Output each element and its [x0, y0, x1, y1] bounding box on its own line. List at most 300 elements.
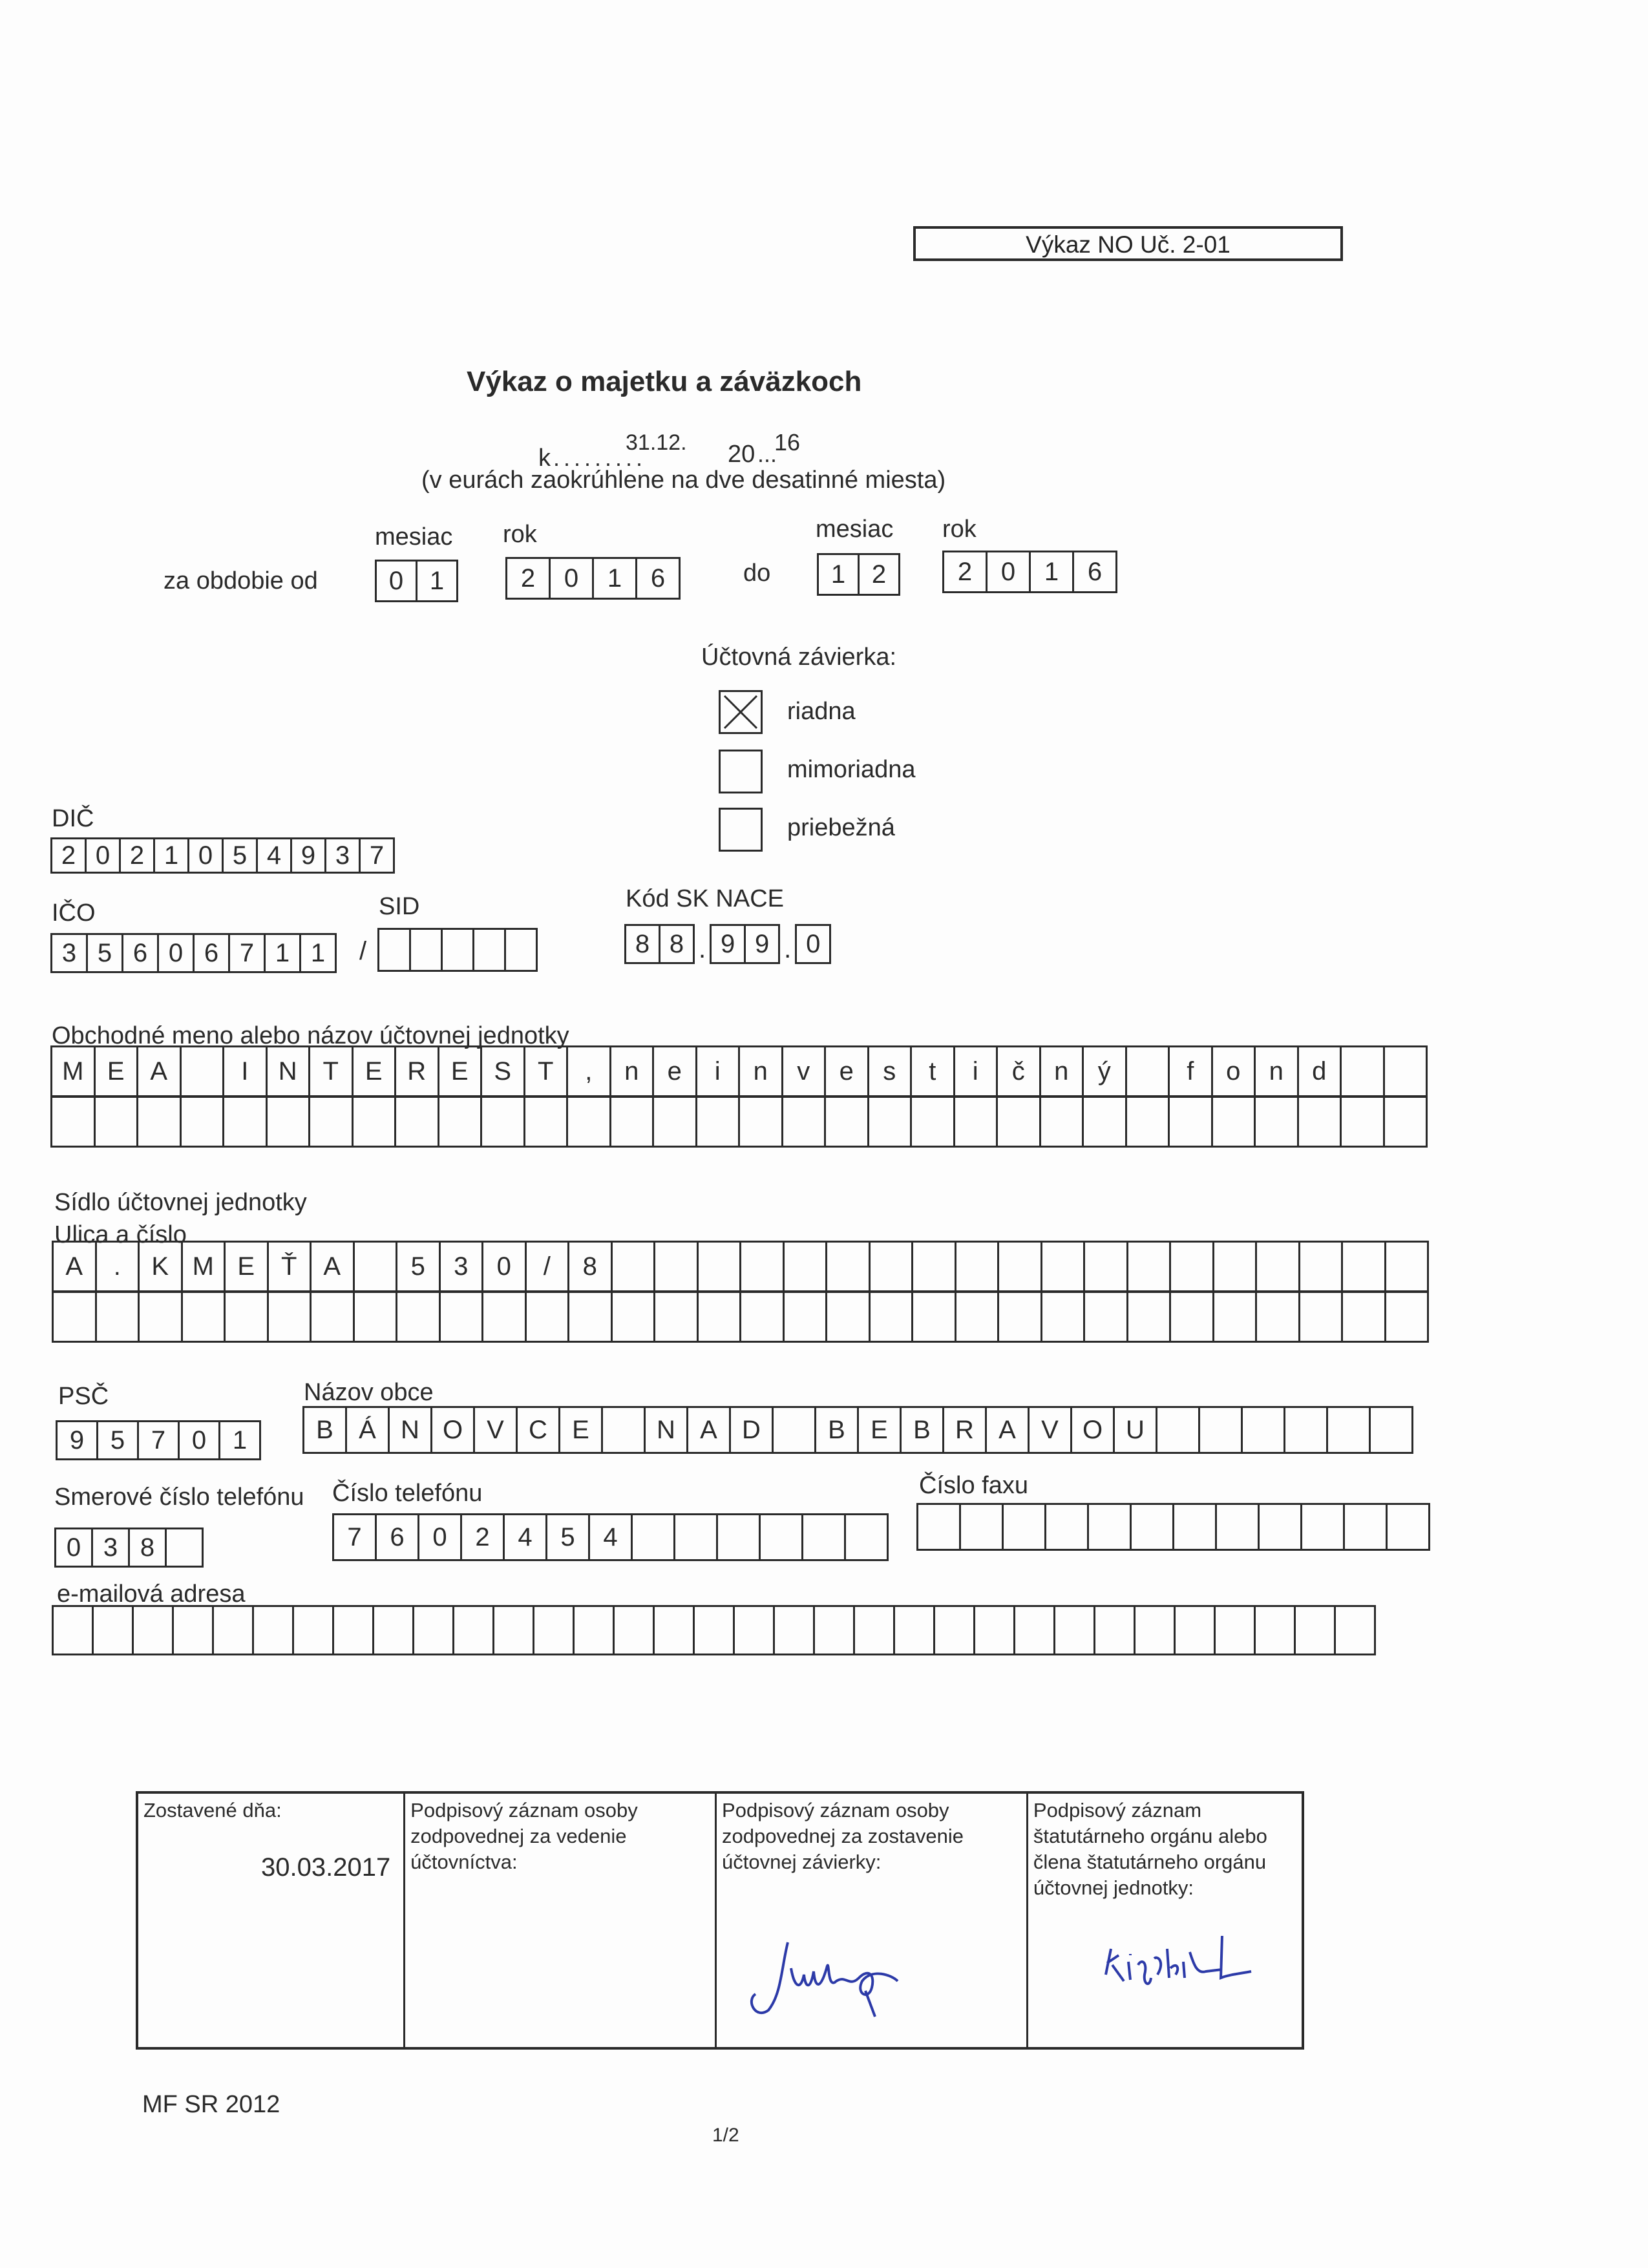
seat-row-2[interactable] [52, 1291, 1429, 1343]
nace-label: Kód SK NACE [626, 885, 784, 912]
phone-digit[interactable] [844, 1513, 889, 1561]
name-char-cell[interactable] [523, 1096, 569, 1148]
dic-digit[interactable]: 7 [359, 837, 395, 874]
fax-digit[interactable] [1386, 1503, 1430, 1551]
dic-field[interactable] [50, 837, 395, 874]
name-char-cell[interactable]: I [222, 1045, 268, 1097]
street-char-cell[interactable] [697, 1291, 742, 1343]
name-char-cell[interactable] [1254, 1096, 1299, 1148]
email-char-cell[interactable] [733, 1605, 775, 1655]
town-field[interactable] [302, 1406, 1413, 1454]
email-char-cell[interactable] [172, 1605, 214, 1655]
name-char-cell[interactable] [566, 1096, 611, 1148]
email-char-cell[interactable] [452, 1605, 494, 1655]
name-char-cell[interactable]: s [867, 1045, 913, 1097]
town-char-cell[interactable]: N [644, 1406, 688, 1454]
name-char-cell[interactable] [180, 1096, 225, 1148]
street-char-cell[interactable] [825, 1291, 871, 1343]
compiled-cell [138, 1794, 403, 2047]
street-char-cell[interactable] [739, 1241, 785, 1292]
psc-digit[interactable]: 9 [56, 1420, 98, 1460]
name-char-cell[interactable] [1125, 1045, 1170, 1097]
town-char-cell[interactable]: E [558, 1406, 603, 1454]
name-char-cell[interactable] [94, 1096, 139, 1148]
email-char-cell[interactable] [1053, 1605, 1095, 1655]
to-label: do [743, 560, 771, 587]
town-char-cell[interactable]: B [814, 1406, 859, 1454]
ico-label: IČO [52, 899, 96, 927]
email-char-cell[interactable] [933, 1605, 975, 1655]
name-char-cell[interactable] [609, 1096, 655, 1148]
phone-digit[interactable] [631, 1513, 675, 1561]
name-char-cell[interactable]: f [1168, 1045, 1213, 1097]
closing-priebezna-checkbox[interactable] [719, 808, 763, 852]
town-char-cell[interactable]: A [985, 1406, 1030, 1454]
street-char-cell[interactable] [1298, 1291, 1344, 1343]
ico-digit[interactable]: 7 [228, 933, 266, 973]
name-char-cell[interactable]: v [781, 1045, 827, 1097]
from-year-digit[interactable]: 6 [635, 557, 681, 600]
to-month-label: mesiac [816, 516, 894, 543]
name-char-cell[interactable] [480, 1096, 525, 1148]
name-char-cell[interactable] [308, 1096, 354, 1148]
phone-digit[interactable]: 0 [417, 1513, 462, 1561]
dic-digit[interactable]: 4 [256, 837, 292, 874]
phone-prefix-field[interactable] [54, 1528, 204, 1568]
street-char-cell[interactable] [1126, 1241, 1172, 1292]
street-char-cell[interactable] [997, 1291, 1042, 1343]
phone-prefix-digit[interactable]: 0 [54, 1528, 93, 1568]
email-char-cell[interactable] [292, 1605, 334, 1655]
street-char-cell[interactable] [267, 1291, 312, 1343]
fax-digit[interactable] [1044, 1503, 1089, 1551]
name-char-cell[interactable]: E [352, 1045, 397, 1097]
dic-digit[interactable]: 5 [222, 837, 258, 874]
street-char-cell[interactable]: A [52, 1241, 97, 1292]
email-char-cell[interactable] [1294, 1605, 1336, 1655]
to-month-digit[interactable]: 2 [858, 553, 900, 596]
name-char-cell[interactable] [695, 1096, 741, 1148]
town-char-cell[interactable]: O [430, 1406, 475, 1454]
ico-sid-slash: / [359, 937, 367, 965]
to-year-field[interactable] [942, 551, 1117, 593]
nace-digit[interactable]: 8 [624, 924, 660, 964]
street-char-cell[interactable] [1384, 1291, 1430, 1343]
town-char-cell[interactable]: U [1113, 1406, 1157, 1454]
ico-digit[interactable]: 1 [299, 933, 337, 973]
to-month-field[interactable] [817, 553, 900, 596]
from-year-digit[interactable]: 2 [505, 557, 551, 600]
street-char-cell[interactable] [481, 1291, 527, 1343]
phone-digit[interactable]: 7 [332, 1513, 377, 1561]
dic-digit[interactable]: 3 [324, 837, 361, 874]
name-char-cell[interactable]: N [266, 1045, 311, 1097]
street-char-cell[interactable] [1041, 1291, 1086, 1343]
name-char-cell[interactable] [910, 1096, 955, 1148]
email-char-cell[interactable] [693, 1605, 735, 1655]
closing-mimoriadna-label: mimoriadna [787, 756, 916, 783]
town-char-cell[interactable]: C [516, 1406, 560, 1454]
phone-prefix-digit[interactable] [165, 1528, 204, 1568]
psc-digit[interactable]: 0 [178, 1420, 220, 1460]
town-char-cell[interactable]: B [900, 1406, 944, 1454]
street-char-cell[interactable] [911, 1291, 956, 1343]
name-char-cell[interactable] [738, 1096, 783, 1148]
email-char-cell[interactable] [653, 1605, 695, 1655]
street-char-cell[interactable] [783, 1241, 828, 1292]
name-char-cell[interactable]: T [308, 1045, 354, 1097]
street-char-cell[interactable] [181, 1291, 226, 1343]
phone-prefix-digit[interactable]: 3 [91, 1528, 130, 1568]
street-char-cell[interactable]: A [310, 1241, 355, 1292]
name-char-cell[interactable]: e [824, 1045, 869, 1097]
ico-digit[interactable]: 1 [264, 933, 301, 973]
name-char-cell[interactable] [1125, 1096, 1170, 1148]
email-char-cell[interactable] [613, 1605, 655, 1655]
phone-field[interactable] [332, 1513, 889, 1561]
town-char-cell[interactable]: N [388, 1406, 432, 1454]
fax-digit[interactable] [1087, 1503, 1132, 1551]
phone-digit[interactable] [801, 1513, 846, 1561]
sid-digit[interactable] [409, 928, 443, 972]
street-char-cell[interactable] [653, 1291, 699, 1343]
name-char-cell[interactable] [266, 1096, 311, 1148]
fax-digit[interactable] [1130, 1503, 1174, 1551]
name-char-cell[interactable] [50, 1096, 96, 1148]
name-char-cell[interactable] [781, 1096, 827, 1148]
street-char-cell[interactable] [1169, 1241, 1214, 1292]
email-char-cell[interactable] [1013, 1605, 1055, 1655]
town-char-cell[interactable]: R [942, 1406, 987, 1454]
email-char-cell[interactable] [132, 1605, 174, 1655]
sid-digit[interactable] [472, 928, 506, 972]
street-char-cell[interactable] [396, 1291, 441, 1343]
closing-riadna-checkbox[interactable] [719, 690, 763, 734]
from-year-digit[interactable]: 0 [549, 557, 594, 600]
nace-digit[interactable]: 0 [795, 924, 831, 964]
email-char-cell[interactable] [252, 1605, 294, 1655]
name-char-cell[interactable] [1340, 1096, 1385, 1148]
phone-prefix-digit[interactable]: 8 [128, 1528, 167, 1568]
ico-digit[interactable]: 3 [50, 933, 88, 973]
name-char-cell[interactable] [438, 1096, 483, 1148]
to-month-digit[interactable]: 1 [817, 553, 860, 596]
street-char-cell[interactable] [611, 1241, 656, 1292]
street-char-cell[interactable] [95, 1291, 140, 1343]
name-char-cell[interactable] [1168, 1096, 1213, 1148]
email-char-cell[interactable] [773, 1605, 815, 1655]
town-char-cell[interactable] [601, 1406, 646, 1454]
name-char-cell[interactable]: M [50, 1045, 96, 1097]
from-year-digit[interactable]: 1 [592, 557, 637, 600]
fax-digit[interactable] [1343, 1503, 1388, 1551]
street-char-cell[interactable] [1083, 1291, 1128, 1343]
street-char-cell[interactable]: E [224, 1241, 269, 1292]
street-char-cell[interactable] [224, 1291, 269, 1343]
email-char-cell[interactable] [92, 1605, 134, 1655]
fax-digit[interactable] [959, 1503, 1004, 1551]
nace-digit[interactable]: 8 [659, 924, 695, 964]
phone-digit[interactable]: 6 [375, 1513, 419, 1561]
street-char-cell[interactable] [1041, 1241, 1086, 1292]
street-char-cell[interactable] [1083, 1241, 1128, 1292]
town-char-cell[interactable]: V [473, 1406, 518, 1454]
email-char-cell[interactable] [973, 1605, 1015, 1655]
street-char-cell[interactable] [697, 1241, 742, 1292]
town-char-cell[interactable] [1369, 1406, 1413, 1454]
street-char-cell[interactable] [739, 1291, 785, 1343]
name-char-cell[interactable]: ý [1082, 1045, 1127, 1097]
name-char-cell[interactable]: t [910, 1045, 955, 1097]
street-char-cell[interactable] [138, 1291, 183, 1343]
ico-digit[interactable]: 5 [86, 933, 123, 973]
nace-dot: . [699, 935, 706, 963]
email-char-cell[interactable] [573, 1605, 615, 1655]
street-char-cell[interactable] [439, 1291, 484, 1343]
fax-digit[interactable] [916, 1503, 961, 1551]
email-char-cell[interactable] [1334, 1605, 1376, 1655]
from-month-field[interactable] [375, 560, 458, 602]
sid-field[interactable] [377, 928, 538, 972]
street-char-cell[interactable] [1169, 1291, 1214, 1343]
from-month-digit[interactable]: 1 [416, 560, 458, 602]
form-code: Výkaz NO Uč. 2-01 [1026, 231, 1231, 258]
street-char-cell[interactable] [611, 1291, 656, 1343]
street-char-cell[interactable] [1255, 1291, 1300, 1343]
fax-digit[interactable] [1002, 1503, 1046, 1551]
town-char-cell[interactable] [1156, 1406, 1200, 1454]
town-char-cell[interactable]: V [1028, 1406, 1072, 1454]
street-char-cell[interactable] [869, 1241, 914, 1292]
statutory-signature-cell [1026, 1794, 1302, 2047]
name-char-cell[interactable]: n [609, 1045, 655, 1097]
psc-digit[interactable]: 5 [96, 1420, 139, 1460]
name-char-cell[interactable]: č [996, 1045, 1041, 1097]
name-char-cell[interactable] [953, 1096, 998, 1148]
town-char-cell[interactable]: E [857, 1406, 902, 1454]
to-year-digit[interactable]: 6 [1072, 551, 1117, 593]
name-char-cell[interactable] [1211, 1096, 1256, 1148]
from-month-digit[interactable]: 0 [375, 560, 417, 602]
email-char-cell[interactable] [492, 1605, 534, 1655]
as-of-prefix: k [538, 445, 551, 472]
nace-field[interactable] [624, 924, 831, 964]
email-char-cell[interactable] [813, 1605, 855, 1655]
email-char-cell[interactable] [1093, 1605, 1136, 1655]
email-char-cell[interactable] [372, 1605, 414, 1655]
street-char-cell[interactable] [911, 1241, 956, 1292]
name-char-cell[interactable] [1383, 1096, 1428, 1148]
fax-digit[interactable] [1215, 1503, 1260, 1551]
dic-digit[interactable]: 2 [119, 837, 155, 874]
email-char-cell[interactable] [533, 1605, 575, 1655]
email-char-cell[interactable] [1174, 1605, 1216, 1655]
street-char-cell[interactable]: 5 [396, 1241, 441, 1292]
email-char-cell[interactable] [1134, 1605, 1176, 1655]
name-char-cell[interactable] [352, 1096, 397, 1148]
street-char-cell[interactable] [997, 1241, 1042, 1292]
to-year-digit[interactable]: 0 [986, 551, 1031, 593]
street-char-cell[interactable] [1341, 1291, 1386, 1343]
name-char-cell[interactable]: R [394, 1045, 439, 1097]
name-char-cell[interactable] [394, 1096, 439, 1148]
phone-digit[interactable]: 2 [460, 1513, 505, 1561]
street-char-cell[interactable] [1212, 1291, 1258, 1343]
name-char-cell[interactable]: n [1254, 1045, 1299, 1097]
dic-digit[interactable]: 0 [85, 837, 121, 874]
email-char-cell[interactable] [212, 1605, 254, 1655]
to-year-digit[interactable]: 1 [1029, 551, 1074, 593]
name-char-cell[interactable]: , [566, 1045, 611, 1097]
name-char-cell[interactable] [180, 1045, 225, 1097]
street-char-cell[interactable] [353, 1241, 398, 1292]
phone-digit[interactable] [673, 1513, 718, 1561]
town-char-cell[interactable]: Á [345, 1406, 390, 1454]
town-char-cell[interactable] [1198, 1406, 1243, 1454]
sid-digit[interactable] [504, 928, 538, 972]
sid-digit[interactable] [377, 928, 411, 972]
nace-digit[interactable]: 9 [710, 924, 746, 964]
street-char-cell[interactable] [1212, 1241, 1258, 1292]
name-char-cell[interactable] [652, 1096, 697, 1148]
street-char-cell[interactable]: Ť [267, 1241, 312, 1292]
from-year-field[interactable] [505, 557, 681, 600]
name-char-cell[interactable]: S [480, 1045, 525, 1097]
name-row-2[interactable] [50, 1096, 1428, 1148]
street-char-cell[interactable]: / [525, 1241, 570, 1292]
phone-digit[interactable] [759, 1513, 803, 1561]
name-char-cell[interactable] [1082, 1096, 1127, 1148]
email-field[interactable] [52, 1605, 1376, 1655]
email-char-cell[interactable] [52, 1605, 94, 1655]
street-char-cell[interactable] [1255, 1241, 1300, 1292]
street-char-cell[interactable] [955, 1241, 1000, 1292]
psc-field[interactable] [56, 1420, 261, 1460]
street-char-cell[interactable]: 3 [439, 1241, 484, 1292]
name-char-cell[interactable] [824, 1096, 869, 1148]
street-char-cell[interactable] [1298, 1241, 1344, 1292]
street-char-cell[interactable] [353, 1291, 398, 1343]
street-char-cell[interactable]: M [181, 1241, 226, 1292]
street-char-cell[interactable] [1341, 1241, 1386, 1292]
email-char-cell[interactable] [1214, 1605, 1256, 1655]
name-char-cell[interactable]: i [695, 1045, 741, 1097]
street-char-cell[interactable] [869, 1291, 914, 1343]
street-char-cell[interactable] [1126, 1291, 1172, 1343]
email-char-cell[interactable] [412, 1605, 454, 1655]
street-char-cell[interactable] [783, 1291, 828, 1343]
name-char-cell[interactable] [1039, 1096, 1084, 1148]
name-char-cell[interactable]: T [523, 1045, 569, 1097]
phone-digit[interactable] [716, 1513, 761, 1561]
name-char-cell[interactable] [136, 1096, 182, 1148]
name-char-cell[interactable]: o [1211, 1045, 1256, 1097]
email-char-cell[interactable] [332, 1605, 374, 1655]
street-char-cell[interactable] [955, 1291, 1000, 1343]
street-char-cell[interactable] [825, 1241, 871, 1292]
name-char-cell[interactable] [867, 1096, 913, 1148]
town-char-cell[interactable] [1284, 1406, 1328, 1454]
statutory-signature-label: Podpisový záznam štatutárneho orgánu alebo člena štatutárneho orgánu účtovnej jednotky: [1033, 1799, 1267, 1899]
psc-digit[interactable]: 7 [137, 1420, 180, 1460]
street-char-cell[interactable] [52, 1291, 97, 1343]
ico-digit[interactable]: 6 [193, 933, 230, 973]
email-char-cell[interactable] [853, 1605, 895, 1655]
phone-digit[interactable]: 4 [588, 1513, 633, 1561]
fax-digit[interactable] [1172, 1503, 1217, 1551]
sid-digit[interactable] [441, 928, 474, 972]
email-char-cell[interactable] [893, 1605, 935, 1655]
phone-digit[interactable]: 5 [545, 1513, 590, 1561]
name-char-cell[interactable]: d [1297, 1045, 1342, 1097]
name-char-cell[interactable]: i [953, 1045, 998, 1097]
fax-digit[interactable] [1258, 1503, 1302, 1551]
street-char-cell[interactable]: K [138, 1241, 183, 1292]
name-char-cell[interactable] [222, 1096, 268, 1148]
fax-field[interactable] [916, 1503, 1430, 1551]
to-year-digit[interactable]: 2 [942, 551, 988, 593]
signature-table [136, 1791, 1304, 2050]
town-char-cell[interactable]: D [729, 1406, 774, 1454]
street-char-cell[interactable]: 0 [481, 1241, 527, 1292]
nace-digit[interactable]: 9 [744, 924, 780, 964]
name-char-cell[interactable] [1340, 1045, 1385, 1097]
street-char-cell[interactable] [567, 1291, 613, 1343]
ico-digit[interactable]: 0 [157, 933, 195, 973]
street-char-cell[interactable] [1384, 1241, 1430, 1292]
closing-mimoriadna-checkbox[interactable] [719, 750, 763, 793]
ico-field[interactable] [50, 933, 337, 973]
email-char-cell[interactable] [1254, 1605, 1296, 1655]
fax-digit[interactable] [1300, 1503, 1345, 1551]
dic-digit[interactable]: 0 [187, 837, 224, 874]
street-char-cell[interactable] [310, 1291, 355, 1343]
footer-left: MF SR 2012 [142, 2091, 280, 2118]
name-char-cell[interactable]: e [652, 1045, 697, 1097]
name-char-cell[interactable]: A [136, 1045, 182, 1097]
ico-digit[interactable]: 6 [121, 933, 159, 973]
town-char-cell[interactable] [1241, 1406, 1285, 1454]
town-char-cell[interactable]: B [302, 1406, 347, 1454]
name-char-cell[interactable]: E [94, 1045, 139, 1097]
dic-digit[interactable]: 1 [153, 837, 189, 874]
psc-digit[interactable]: 1 [218, 1420, 261, 1460]
signature-1-icon [743, 1929, 911, 2020]
town-char-cell[interactable]: O [1070, 1406, 1115, 1454]
signature-2-icon [1093, 1923, 1261, 2000]
name-char-cell[interactable]: n [1039, 1045, 1084, 1097]
town-char-cell[interactable] [1326, 1406, 1371, 1454]
name-char-cell[interactable]: n [738, 1045, 783, 1097]
name-char-cell[interactable] [1297, 1096, 1342, 1148]
name-char-cell[interactable] [1383, 1045, 1428, 1097]
seat-row-1[interactable] [52, 1241, 1429, 1292]
town-char-cell[interactable]: A [686, 1406, 731, 1454]
street-char-cell[interactable] [653, 1241, 699, 1292]
name-row-1[interactable] [50, 1045, 1428, 1097]
phone-digit[interactable]: 4 [503, 1513, 547, 1561]
phone-prefix-label: Smerové číslo telefónu [54, 1484, 304, 1511]
name-char-cell[interactable]: E [438, 1045, 483, 1097]
from-month-label: mesiac [375, 523, 453, 551]
street-char-cell[interactable] [525, 1291, 570, 1343]
street-char-cell[interactable]: 8 [567, 1241, 613, 1292]
name-char-cell[interactable] [996, 1096, 1041, 1148]
dic-digit[interactable]: 2 [50, 837, 87, 874]
street-char-cell[interactable]: . [95, 1241, 140, 1292]
dic-digit[interactable]: 9 [290, 837, 326, 874]
town-char-cell[interactable] [772, 1406, 816, 1454]
